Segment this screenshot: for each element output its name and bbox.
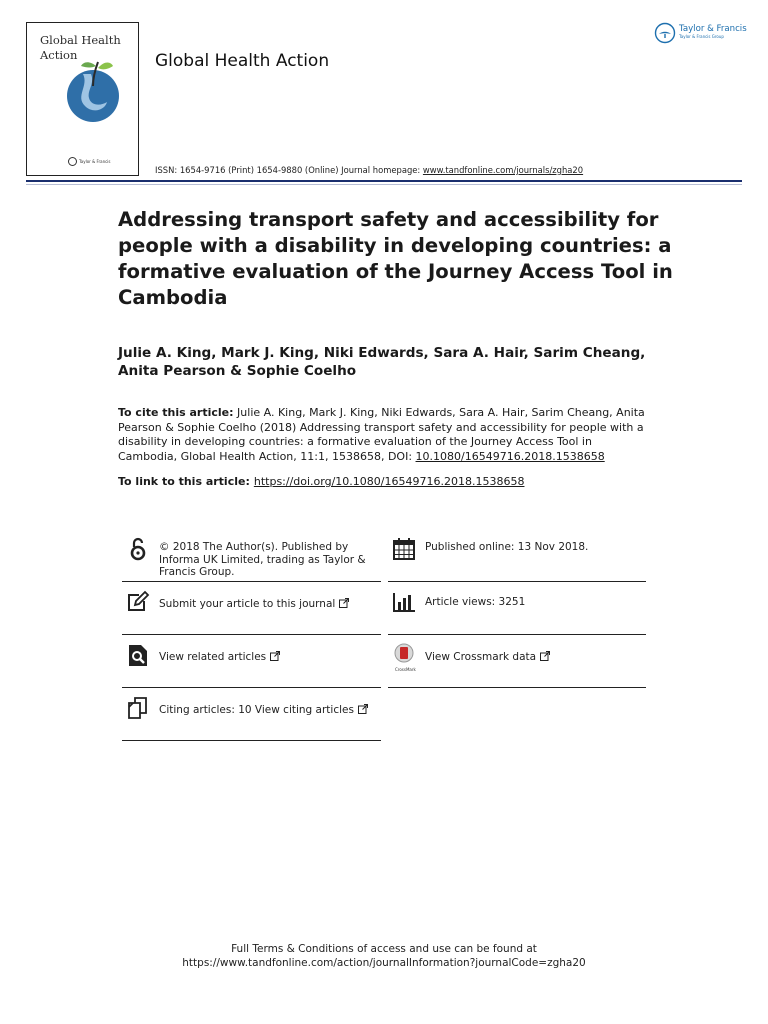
article-authors: Julie A. King, Mark J. King, Niki Edwards, Sara A. Hair, Sarim Cheang, Anita Pearson & Sophie Coelho — [118, 345, 646, 379]
submit-text — [159, 598, 349, 611]
external-link-icon — [358, 704, 368, 714]
journal-cover — [26, 22, 139, 176]
cover-title-line2: Action — [40, 48, 78, 62]
cite-doi-link[interactable]: 10.1080/16549716.2018.1538658 — [415, 449, 605, 463]
taylor-francis-group: Taylor & Francis Group — [679, 34, 724, 39]
article-doi-link[interactable]: https://doi.org/10.1080/16549716.2018.1538658 — [253, 475, 525, 488]
cover-title-line1: Global Health — [40, 33, 121, 47]
cover-sprout-logo — [65, 56, 123, 122]
citing-label: Citing articles: 10 View citing articles — [159, 704, 354, 716]
taylor-francis-logo[interactable] — [654, 22, 747, 44]
taylor-francis-name: Taylor & Francis — [679, 24, 747, 34]
calendar-icon — [392, 537, 416, 561]
citing-cell[interactable] — [122, 694, 381, 741]
issn-line — [155, 165, 583, 175]
footer-terms-link[interactable]: https://www.tandfonline.com/action/journalInformation?journalCode=zgha20 — [182, 957, 586, 969]
footer — [0, 942, 768, 970]
cover-publisher — [68, 157, 111, 166]
citing-documents-icon — [126, 696, 150, 720]
related-label: View related articles — [159, 651, 267, 663]
open-access-icon — [126, 537, 150, 561]
external-link-icon — [339, 598, 349, 608]
footer-line1: Full Terms & Conditions of access and use can be found at — [231, 943, 537, 955]
article-views: Article views: 3251 — [425, 596, 526, 608]
header-rule-thin — [26, 184, 742, 185]
bar-chart-icon — [392, 590, 416, 614]
open-access-cell — [122, 535, 381, 582]
cite-text: Julie A. King, Mark J. King, Niki Edwards, Sara A. Hair, Sarim Cheang, Anita Pearson & Sophie Coelho (2018) Addressing transport safety and accessibility for people with a disability in developing countries: a formative evaluation of the Journey Access Tool in Cambodia, Global Health Action, 11:1, 1538658, DOI: — [118, 406, 645, 463]
document-search-icon — [126, 643, 150, 667]
submit-label: Submit your article to this journal — [159, 598, 336, 610]
external-link-icon — [540, 651, 550, 661]
link-label: To link to this article: — [118, 475, 250, 488]
article-title: Addressing transport safety and accessibility for people with a disability in developing countries: a formative evaluation of the Journey Access Tool in Cambodia — [118, 208, 673, 309]
article-link-line — [118, 475, 524, 488]
crossmark-link: View Crossmark data — [425, 651, 537, 663]
external-link-icon — [270, 651, 280, 661]
cite-label: To cite this article: — [118, 406, 234, 419]
crossmark-icon — [392, 643, 416, 667]
cover-publisher-icon — [68, 157, 77, 166]
journal-name[interactable]: Global Health Action — [155, 51, 330, 71]
journal-homepage-link[interactable]: www.tandfonline.com/journals/zgha20 — [422, 165, 584, 175]
crossmark-label: CrossMark — [395, 667, 416, 672]
citing-text — [159, 704, 368, 717]
citation-block — [118, 406, 648, 464]
issn-text: ISSN: 1654-9716 (Print) 1654-9880 (Online) Journal homepage: — [155, 165, 423, 175]
submit-cell[interactable] — [122, 588, 381, 635]
edit-icon — [126, 590, 150, 614]
crossmark-text — [425, 651, 550, 664]
views-cell — [388, 588, 646, 635]
related-text — [159, 651, 280, 664]
header-rule — [26, 180, 742, 182]
open-access-text: © 2018 The Author(s). Published by Informa UK Limited, trading as Taylor & Francis Group. — [159, 541, 366, 578]
published-cell — [388, 535, 646, 582]
related-cell[interactable] — [122, 641, 381, 688]
taylor-francis-icon — [654, 22, 676, 44]
crossmark-cell[interactable] — [388, 641, 646, 688]
published-date: Published online: 13 Nov 2018. — [425, 541, 589, 553]
cover-publisher-text: Taylor & Francis — [79, 159, 111, 164]
